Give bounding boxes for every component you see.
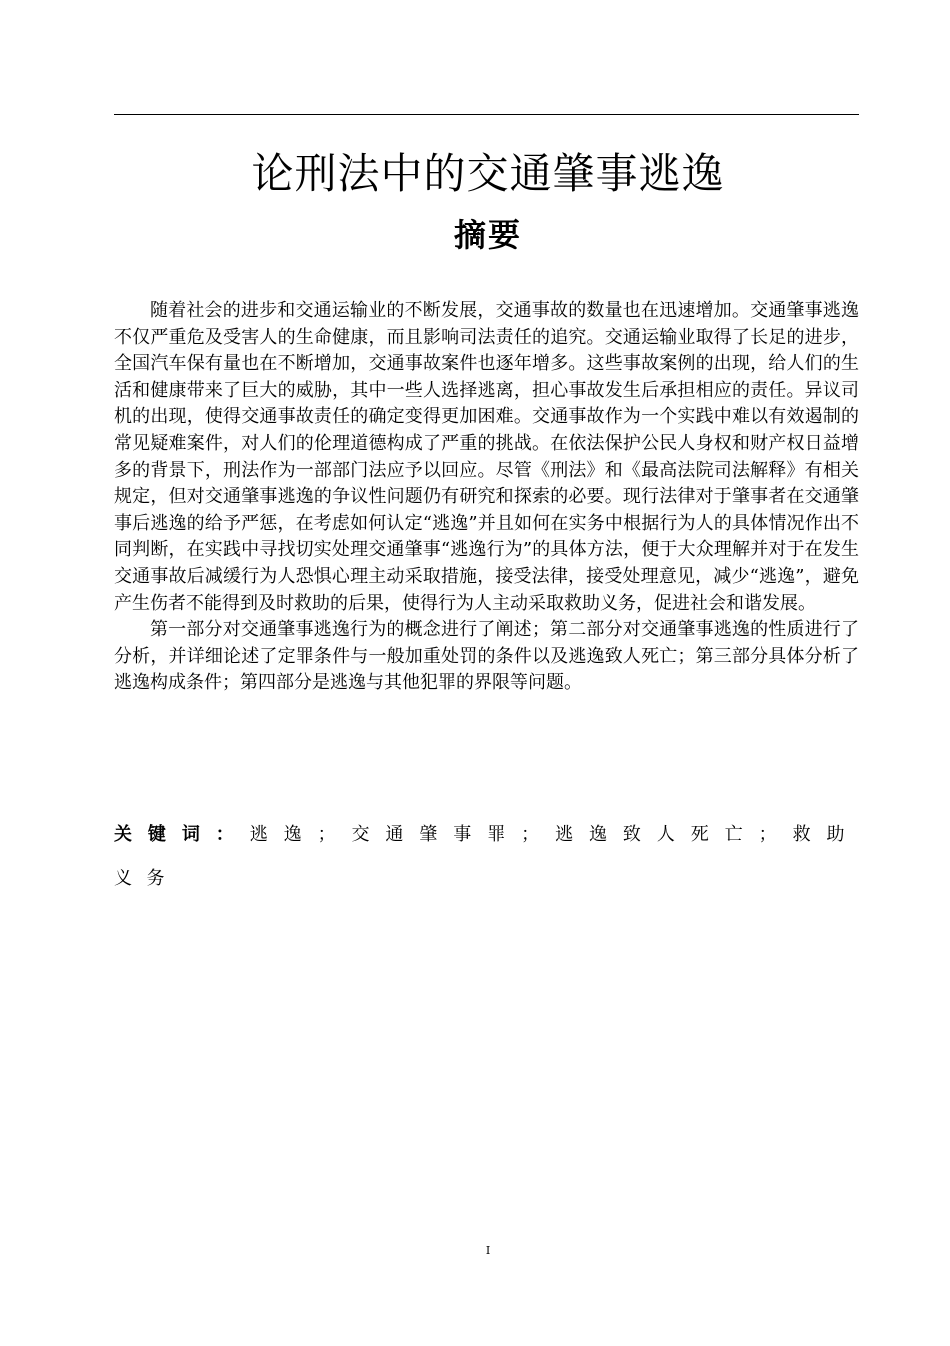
paper-title: 论刑法中的交通肇事逃逸 bbox=[251, 149, 725, 199]
abstract-paragraph-1: 随着社会的进步和交通运输业的不断发展，交通事故的数量也在迅速增加。交通肇事逃逸不仅严重危及受害人的生命健康，而且影响司法责任的追究。交通运输业取得了长足的进步，全国汽车保有量也在不断增加，交通事故案件也逐年增多。这些事故案例的出现，给人们的生活和健康带来了巨大的威胁，其中一些人选择逃离，担心事故发生后承担相应的责任。异议司机的出现，使得交通事故责任的确定变得更加困难。交通事故作为一个实践中难以有效遏制的常见疑难案件，对人们的伦理道德构成了严重的挑战。在依法保护公民人身权和财产权日益增多的背景下，刑法作为一部部门法应予以回应。尽管《刑法》和《最高法院司法解释》有相关规定，但对交通肇事逃逸的争议性问题仍有研究和探索的必要。现行法律对于肇事者在交通肇事后逃逸的给予严惩，在考虑如何认定“逃逸”并且如何在实务中根据行为人的具体情况作出不同判断，在实践中寻找切实处理交通肇事“逃逸行为”的具体方法，便于大众理解并对于在发生交通事故后减缓行为人恐惧心理主动采取措施，接受法律，接受处理意见，减少“逃逸”，避免产生伤者不能得到及时救助的后果，使得行为人主动采取救助义务，促进社会和谐发展。 bbox=[114, 300, 859, 614]
abstract-heading: 摘要 bbox=[453, 215, 522, 254]
abstract-paragraph-2: 第一部分对交通肇事逃逸行为的概念进行了阐述；第二部分对交通肇事逃逸的性质进行了分析，并详细论述了定罪条件与一般加重处罚的条件以及逃逸致人死亡；第三部分具体分析了逃逸构成条件；第四部分是逃逸与其他犯罪的界限等问题。 bbox=[114, 619, 859, 694]
abstract-body bbox=[114, 298, 859, 697]
page-number: I bbox=[485, 1244, 491, 1257]
keywords-label: 关键词： bbox=[114, 824, 250, 845]
keywords-line bbox=[114, 813, 859, 901]
header-rule bbox=[114, 114, 859, 115]
keywords-text: 逃逸；交通肇事罪；逃逸致人死亡；救助义务 bbox=[114, 824, 860, 889]
